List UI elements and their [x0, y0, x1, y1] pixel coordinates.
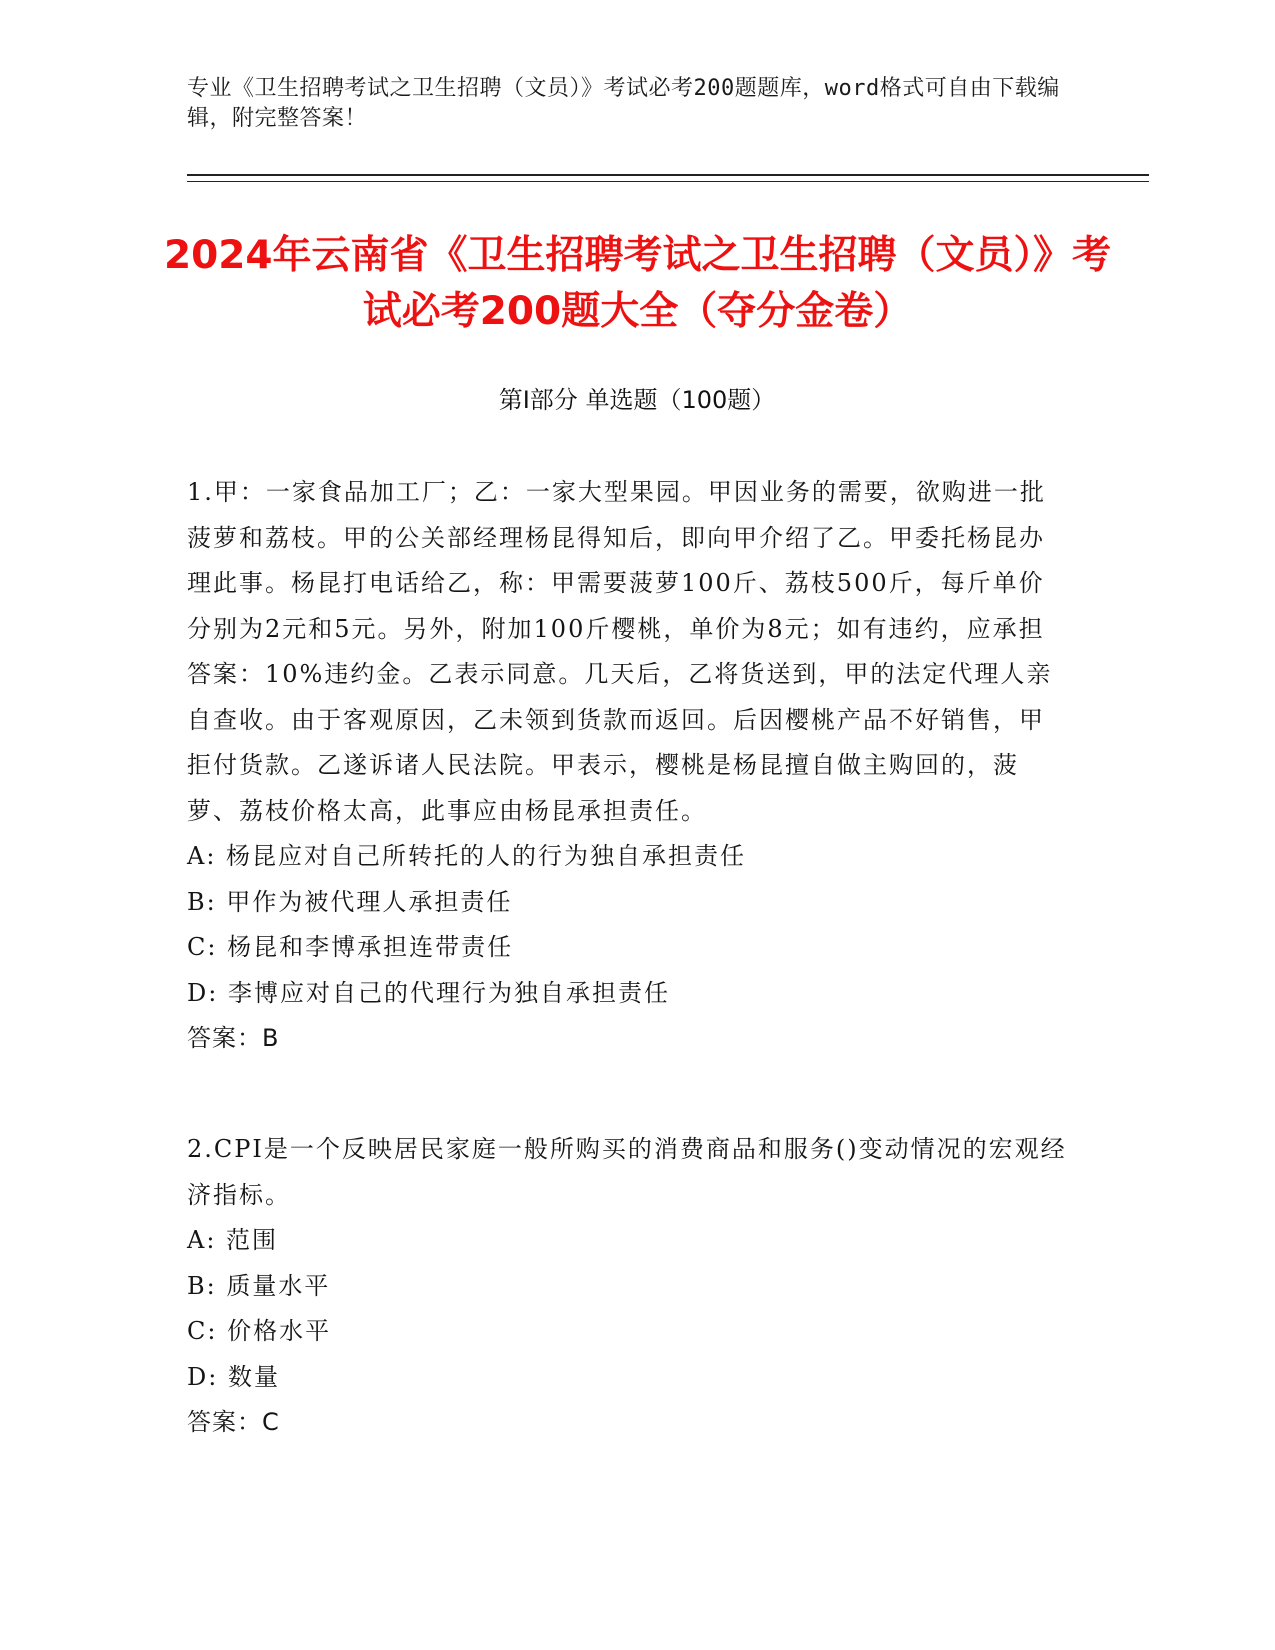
- option-a: A: 杨昆应对自己所转托的人的行为独自承担责任: [187, 842, 747, 870]
- header-divider-thin: [187, 181, 1149, 182]
- option-c: C: 杨昆和李博承担连带责任: [187, 933, 514, 961]
- option-d: D: 数量: [187, 1362, 280, 1391]
- document-title: 2024年云南省《卫生招聘考试之卫生招聘（文员）》考试必考200题大全（夺分金卷）: [163, 233, 1112, 334]
- answer-line: 答案：B: [187, 1024, 280, 1052]
- header-divider-thick: [187, 174, 1149, 176]
- option-d: D: 李博应对自己的代理行为独自承担责任: [187, 978, 670, 1007]
- option-a: A: 范围: [187, 1226, 279, 1254]
- header-note: 专业《卫生招聘考试之卫生招聘（文员）》考试必考200题题库，word格式可自由下载编辑，附完整答案！: [187, 76, 1060, 131]
- question-stem: 2.CPI是一个反映居民家庭一般所购买的消费商品和服务()变动情况的宏观经济指标。: [187, 1135, 1067, 1209]
- question-1: [187, 470, 1067, 1062]
- option-b: B: 甲作为被代理人承担责任: [187, 887, 513, 916]
- question-stem: 1.甲：一家食品加工厂；乙：一家大型果园。甲因业务的需要，欲购进一批菠萝和荔枝。甲的公关部经理杨昆得知后，即向甲介绍了乙。甲委托杨昆办理此事。杨昆打电话给乙，称：甲需要菠萝100斤、荔枝500斤，每斤单价分别为2元和5元。另外，附加100斤樱桃，单价为8元；如有违约，应承担答案：10%违约金。乙表示同意。几天后，乙将货送到，甲的法定代理人亲自查收。由于客观原因，乙未领到货款而返回。后因樱桃产品不好销售，甲拒付货款。乙遂诉诸人民法院。甲表示，樱桃是杨昆擅自做主购回的，菠萝、荔枝价格太高，此事应由杨昆承担责任。: [187, 478, 1053, 825]
- section-title: 第Ⅰ部分 单选题（100题）: [498, 386, 776, 414]
- option-c: C: 价格水平: [187, 1317, 332, 1345]
- question-2: [187, 1127, 1067, 1446]
- option-b: B: 质量水平: [187, 1271, 331, 1300]
- answer-line: 答案：C: [187, 1408, 280, 1436]
